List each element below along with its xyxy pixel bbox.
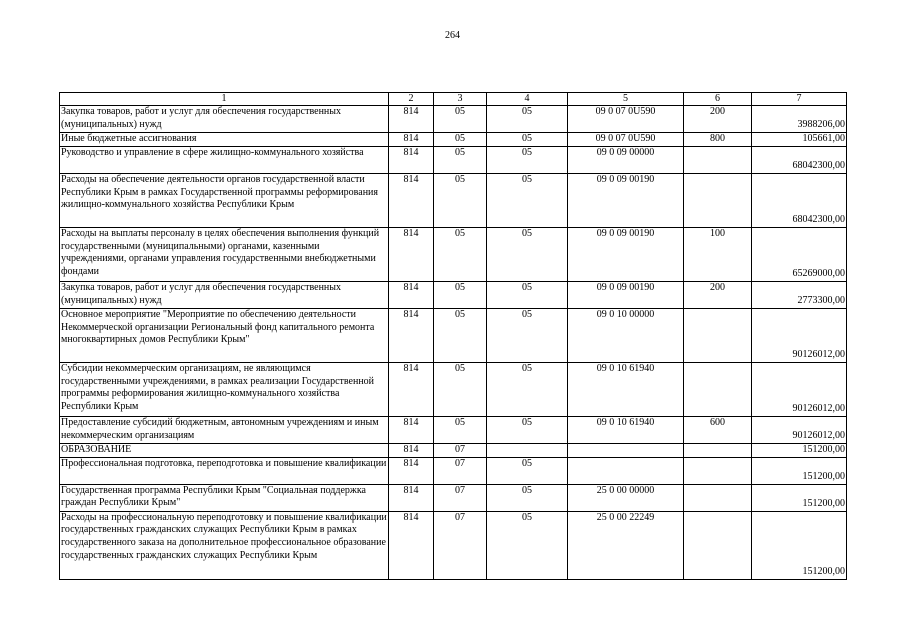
expense-type: 100 xyxy=(684,227,752,281)
admin-code: 814 xyxy=(389,362,434,416)
table-row xyxy=(60,362,847,416)
row-name: Расходы на обеспечение деятельности органов государственной власти Республики Крым в рамках Государственной программы реформирования жилищно-коммунального хозяйства Республики Крым xyxy=(60,173,389,227)
section-code: 05 xyxy=(434,146,487,173)
admin-code: 814 xyxy=(389,416,434,443)
expense-type: 200 xyxy=(684,281,752,308)
row-name: Руководство и управление в сфере жилищно-коммунального хозяйства xyxy=(60,146,389,173)
amount: 68042300,00 xyxy=(752,173,847,227)
table-row xyxy=(60,443,847,457)
amount: 68042300,00 xyxy=(752,146,847,173)
row-name: Закупка товаров, работ и услуг для обеспечения государственных (муниципальных) нужд xyxy=(60,281,389,308)
subsection-code: 05 xyxy=(487,457,568,484)
section-code: 07 xyxy=(434,457,487,484)
row-name: Предоставление субсидий бюджетным, автономным учреждениям и иным некоммерческим организациям xyxy=(60,416,389,443)
admin-code: 814 xyxy=(389,106,434,133)
row-name: Основное мероприятие "Мероприятие по обеспечению деятельности Некоммерческой организации Региональный фонд капитального ремонта многоквартирных домов Республики Крым" xyxy=(60,308,389,362)
page-number: 264 xyxy=(445,30,460,41)
target-article: 09 0 10 61940 xyxy=(568,362,684,416)
admin-code: 814 xyxy=(389,173,434,227)
column-header: 1 xyxy=(60,93,389,106)
expense-type: 600 xyxy=(684,416,752,443)
amount: 151200,00 xyxy=(752,443,847,457)
amount: 90126012,00 xyxy=(752,362,847,416)
section-code: 05 xyxy=(434,308,487,362)
subsection-code: 05 xyxy=(487,416,568,443)
row-name: Субсидии некоммерческим организациям, не являющимся государственными учреждениями, в рамках реализации Государственной программы реформирования жилищно-коммунального хозяйства Республики Крым xyxy=(60,362,389,416)
target-article: 09 0 09 00190 xyxy=(568,227,684,281)
amount: 90126012,00 xyxy=(752,416,847,443)
subsection-code: 05 xyxy=(487,133,568,147)
subsection-code: 05 xyxy=(487,173,568,227)
table-row xyxy=(60,308,847,362)
amount: 3988206,00 xyxy=(752,106,847,133)
table-row xyxy=(60,416,847,443)
section-code: 05 xyxy=(434,133,487,147)
admin-code: 814 xyxy=(389,511,434,579)
target-article: 09 0 10 00000 xyxy=(568,308,684,362)
expense-type xyxy=(684,443,752,457)
target-article: 09 0 07 0U590 xyxy=(568,106,684,133)
expense-type xyxy=(684,457,752,484)
admin-code: 814 xyxy=(389,484,434,511)
subsection-code: 05 xyxy=(487,362,568,416)
target-article xyxy=(568,457,684,484)
admin-code: 814 xyxy=(389,227,434,281)
target-article: 09 0 09 00000 xyxy=(568,146,684,173)
admin-code: 814 xyxy=(389,457,434,484)
row-name: ОБРАЗОВАНИЕ xyxy=(60,443,389,457)
section-code: 05 xyxy=(434,106,487,133)
target-article: 09 0 09 00190 xyxy=(568,173,684,227)
subsection-code: 05 xyxy=(487,484,568,511)
expense-type xyxy=(684,484,752,511)
subsection-code: 05 xyxy=(487,511,568,579)
row-name: Закупка товаров, работ и услуг для обеспечения государственных (муниципальных) нужд xyxy=(60,106,389,133)
subsection-code xyxy=(487,443,568,457)
amount: 2773300,00 xyxy=(752,281,847,308)
admin-code: 814 xyxy=(389,443,434,457)
section-code: 07 xyxy=(434,484,487,511)
amount: 105661,00 xyxy=(752,133,847,147)
amount: 151200,00 xyxy=(752,484,847,511)
row-name: Расходы на выплаты персоналу в целях обеспечения выполнения функций государственными (муниципальными) органами, казенными учреждениями, органами управления государственными внебюджетными фондами xyxy=(60,227,389,281)
expense-type xyxy=(684,511,752,579)
section-code: 05 xyxy=(434,362,487,416)
expense-type: 200 xyxy=(684,106,752,133)
expense-type xyxy=(684,362,752,416)
subsection-code: 05 xyxy=(487,106,568,133)
expense-type: 800 xyxy=(684,133,752,147)
section-code: 05 xyxy=(434,227,487,281)
row-name: Иные бюджетные ассигнования xyxy=(60,133,389,147)
admin-code: 814 xyxy=(389,281,434,308)
target-article: 09 0 10 61940 xyxy=(568,416,684,443)
column-header: 4 xyxy=(487,93,568,106)
admin-code: 814 xyxy=(389,133,434,147)
table-row xyxy=(60,146,847,173)
table-row xyxy=(60,281,847,308)
column-header: 6 xyxy=(684,93,752,106)
budget-table xyxy=(59,92,847,580)
expense-type xyxy=(684,146,752,173)
table-row xyxy=(60,173,847,227)
column-header: 7 xyxy=(752,93,847,106)
column-header: 2 xyxy=(389,93,434,106)
subsection-code: 05 xyxy=(487,227,568,281)
table-row xyxy=(60,484,847,511)
section-code: 05 xyxy=(434,416,487,443)
target-article: 09 0 09 00190 xyxy=(568,281,684,308)
row-name: Государственная программа Республики Крым "Социальная поддержка граждан Республики Крым" xyxy=(60,484,389,511)
subsection-code: 05 xyxy=(487,146,568,173)
section-code: 05 xyxy=(434,173,487,227)
row-name: Профессиональная подготовка, переподготовка и повышение квалификации xyxy=(60,457,389,484)
target-article: 25 0 00 00000 xyxy=(568,484,684,511)
section-code: 05 xyxy=(434,281,487,308)
amount: 90126012,00 xyxy=(752,308,847,362)
amount: 151200,00 xyxy=(752,511,847,579)
subsection-code: 05 xyxy=(487,308,568,362)
table-row xyxy=(60,227,847,281)
target-article: 09 0 07 0U590 xyxy=(568,133,684,147)
column-header: 5 xyxy=(568,93,684,106)
expense-type xyxy=(684,173,752,227)
target-article xyxy=(568,443,684,457)
target-article: 25 0 00 22249 xyxy=(568,511,684,579)
expense-type xyxy=(684,308,752,362)
section-code: 07 xyxy=(434,511,487,579)
column-header: 3 xyxy=(434,93,487,106)
subsection-code: 05 xyxy=(487,281,568,308)
amount: 65269000,00 xyxy=(752,227,847,281)
amount: 151200,00 xyxy=(752,457,847,484)
row-name: Расходы на профессиональную переподготовку и повышение квалификации государственных гражданских служащих Республики Крым в рамках государственного заказа на дополнительное профессиональное образование государственных гражданских служащих Республики Крым xyxy=(60,511,389,579)
section-code: 07 xyxy=(434,443,487,457)
table-row xyxy=(60,457,847,484)
admin-code: 814 xyxy=(389,146,434,173)
table-row xyxy=(60,511,847,579)
table-row xyxy=(60,106,847,133)
table-row xyxy=(60,133,847,147)
table-header-row xyxy=(60,93,847,106)
admin-code: 814 xyxy=(389,308,434,362)
